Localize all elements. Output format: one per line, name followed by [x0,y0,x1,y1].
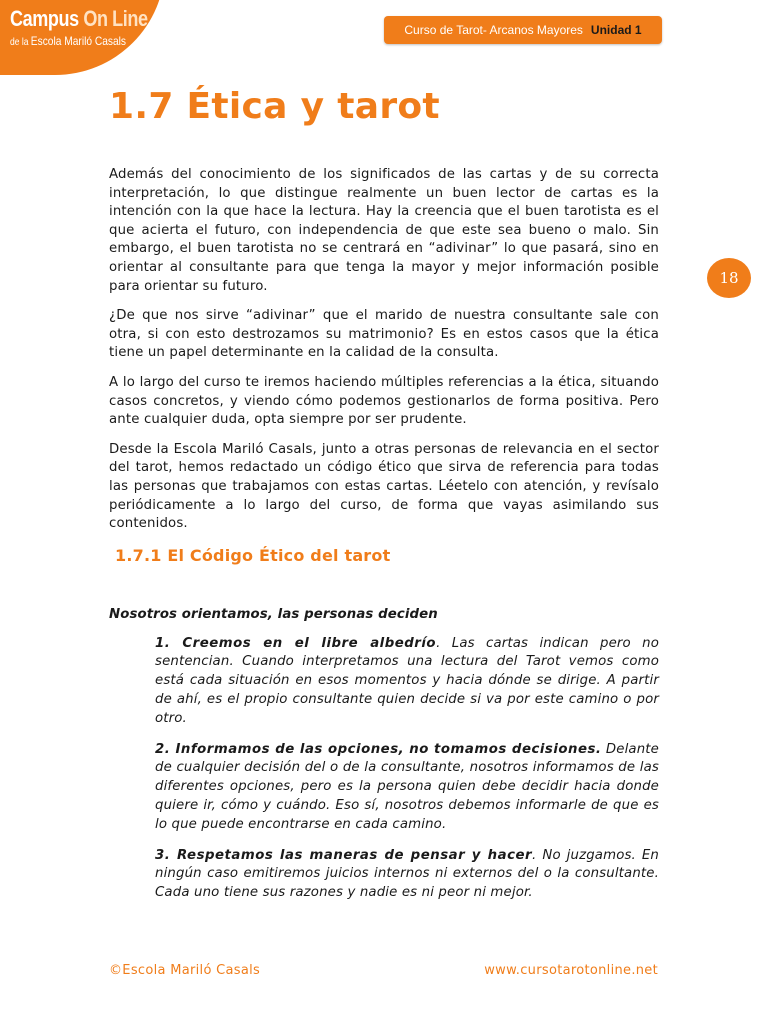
page-number-badge: 18 [707,258,751,298]
main-content [109,166,659,915]
code-item-2 [155,741,659,835]
course-name: Curso de Tarot- Arcanos Mayores [404,23,583,37]
code-item-2-head: 2. Informamos de las opciones, no tomamos decisiones. [155,741,602,757]
section-subheading: 1.7.1 El Código Ético del tarot [115,545,391,565]
logo-title [10,8,148,30]
principle-title: Nosotros orientamos, las personas deciden [109,606,438,622]
logo-school-name: Escola Mariló Casals [30,34,127,48]
logo-campus: Campus [10,6,84,31]
campus-online-logo [10,8,178,48]
footer-website-link[interactable]: www.cursotarotonline.net [484,963,658,978]
code-item-3-text: . No juzgamos. En ningún caso emitiremos juicios internos ni externos del o la consultante. Cada uno tiene sus razones y nadie es ni peor ni mejor. [155,847,659,901]
page-title: 1.7 Ética y tarot [109,86,440,127]
unit-label: Unidad 1 [590,23,642,37]
logo-de-la: de la [10,37,31,48]
course-header-badge [384,16,662,44]
logo-on-line: On Line [83,6,148,31]
code-item-1-text: . Las cartas indican pero no sentencian. Cuando interpretamos una lectura del Tarot vemos como está cada situación en esos momentos y hacia dónde se dirige. A partir de ahí, es el propio consultante quien decide si va por este camino o por otro. [155,635,659,726]
footer-copyright: ©Escola Mariló Casals [109,963,261,978]
paragraph-2: ¿De que nos sirve “adivinar” que el marido de nuestra consultante sale con otra, si con esto destrozamos su matrimonio? Es en estos casos que la ética tiene un papel determinante en la calidad de la consulta. [109,308,659,361]
code-item-2-text: Delante de cualquier decisión del o de la consultante, nosotros informamos de las diferentes opciones, pero es la persona quien debe decidir hacia donde quiere ir, cómo y cuándo. Eso sí, nosotros debemos informarle de que es lo que puede encontrarse en cada camino. [155,741,659,832]
logo-subtitle [10,35,153,48]
code-item-3-head: 3. Respetamos las maneras de pensar y hacer [155,847,533,863]
code-item-1 [155,635,659,729]
code-item-1-head: 1. Creemos en el libre albedrío [155,635,437,651]
paragraph-4: Desde la Escola Mariló Casals, junto a otras personas de relevancia en el sector del tarot, hemos redactado un código ético que sirva de referencia para todas las personas que trabajamos con estas cartas. Léetelo con atención, y revísalo periódicamente a lo largo del curso, de forma que vayas asimilando sus contenidos. [109,441,659,532]
code-item-3 [155,847,659,903]
paragraph-3: A lo largo del curso te iremos haciendo múltiples referencias a la ética, situando casos concretos, y viendo cómo podemos gestionarlos de forma positiva. Pero ante cualquier duda, opta siempre por ser prudente. [109,374,659,428]
paragraph-1: Además del conocimiento de los significados de las cartas y de su correcta interpretación, lo que distingue realmente un buen lector de cartas es la intención con la que hace la lectura. Hay la creencia que el buen tarotista es el que acierta el futuro, con independencia de que este sea bueno o malo. Sin embargo, el buen tarotista no se centrará en “adivinar” lo que pasará, sino en orientar al consultante para que tenga la mayor y mejor información posible para orientar su futuro. [109,167,659,294]
